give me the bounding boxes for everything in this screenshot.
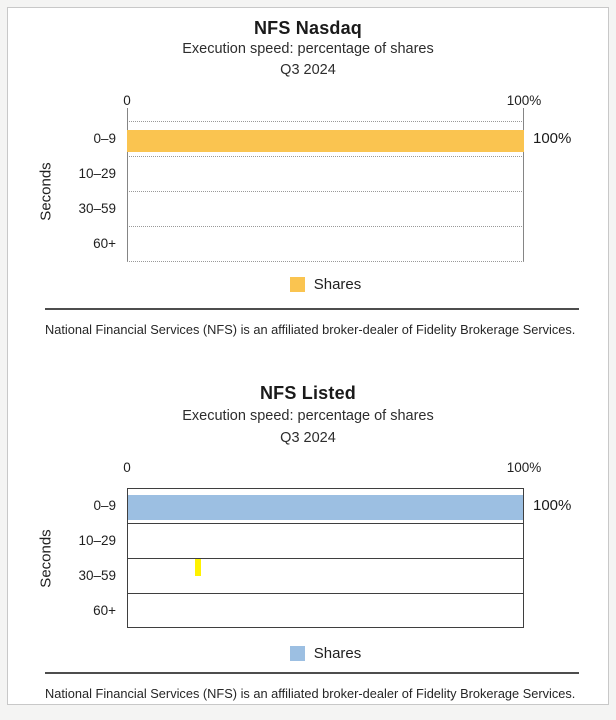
- nasdaq-chart-title: NFS Nasdaq: [253, 18, 363, 38]
- listed-y-axis-label: Seconds: [37, 528, 55, 588]
- nasdaq-legend-label: Shares: [313, 276, 362, 293]
- nasdaq-cat-60plus: 60+: [93, 236, 116, 251]
- footnote-bottom: National Financial Services (NFS) is an affiliated broker-dealer of Fidelity Brokerage Services.: [45, 686, 576, 701]
- nasdaq-gridline: [127, 226, 524, 227]
- listed-legend-label: Shares: [313, 645, 362, 662]
- nasdaq-gridline: [127, 156, 524, 157]
- nasdaq-cat-0-9: 0–9: [93, 131, 116, 146]
- listed-xtick-100: 100%: [506, 460, 542, 475]
- listed-legend: [127, 645, 524, 662]
- listed-chart-period: Q3 2024: [280, 430, 336, 446]
- listed-gridline: [128, 523, 523, 524]
- listed-value-label-0-9: 100%: [533, 497, 572, 514]
- listed-cat-0-9: 0–9: [93, 498, 116, 513]
- nasdaq-gridline: [127, 191, 524, 192]
- nasdaq-legend-swatch: [290, 277, 305, 292]
- listed-gridline: [128, 593, 523, 594]
- listed-cat-10-29: 10–29: [78, 533, 116, 548]
- listed-chart-subtitle: Execution speed: percentage of shares: [182, 408, 434, 424]
- nasdaq-chart-subtitle: Execution speed: percentage of shares: [182, 41, 434, 57]
- separator-rule-top: [45, 308, 579, 310]
- listed-chart-title: NFS Listed: [259, 383, 356, 403]
- nasdaq-gridline: [127, 261, 524, 262]
- nasdaq-cat-10-29: 10–29: [78, 166, 116, 181]
- listed-legend-swatch: [290, 646, 305, 661]
- nasdaq-legend: [127, 276, 524, 293]
- nasdaq-y-axis-label: Seconds: [37, 161, 55, 221]
- separator-rule-bottom: [45, 672, 579, 674]
- nasdaq-xtick-0: 0: [123, 93, 131, 108]
- nasdaq-bar-0-9: [127, 130, 524, 152]
- nasdaq-value-label-0-9: 100%: [533, 130, 572, 147]
- listed-bar-0-9: [128, 495, 523, 520]
- listed-cat-60plus: 60+: [93, 603, 116, 618]
- yellow-cursor-artifact: [195, 559, 201, 576]
- footnote-top: National Financial Services (NFS) is an affiliated broker-dealer of Fidelity Brokerage Services.: [45, 322, 576, 337]
- listed-plot-area: [127, 488, 524, 628]
- content-panel: [7, 7, 609, 705]
- listed-cat-30-59: 30–59: [78, 568, 116, 583]
- listed-gridline: [128, 558, 523, 559]
- nasdaq-xtick-100: 100%: [506, 93, 542, 108]
- nasdaq-gridline: [127, 121, 524, 122]
- nasdaq-chart-period: Q3 2024: [280, 62, 336, 78]
- nasdaq-cat-30-59: 30–59: [78, 201, 116, 216]
- listed-xtick-0: 0: [123, 460, 131, 475]
- nasdaq-plot-area: [127, 121, 524, 261]
